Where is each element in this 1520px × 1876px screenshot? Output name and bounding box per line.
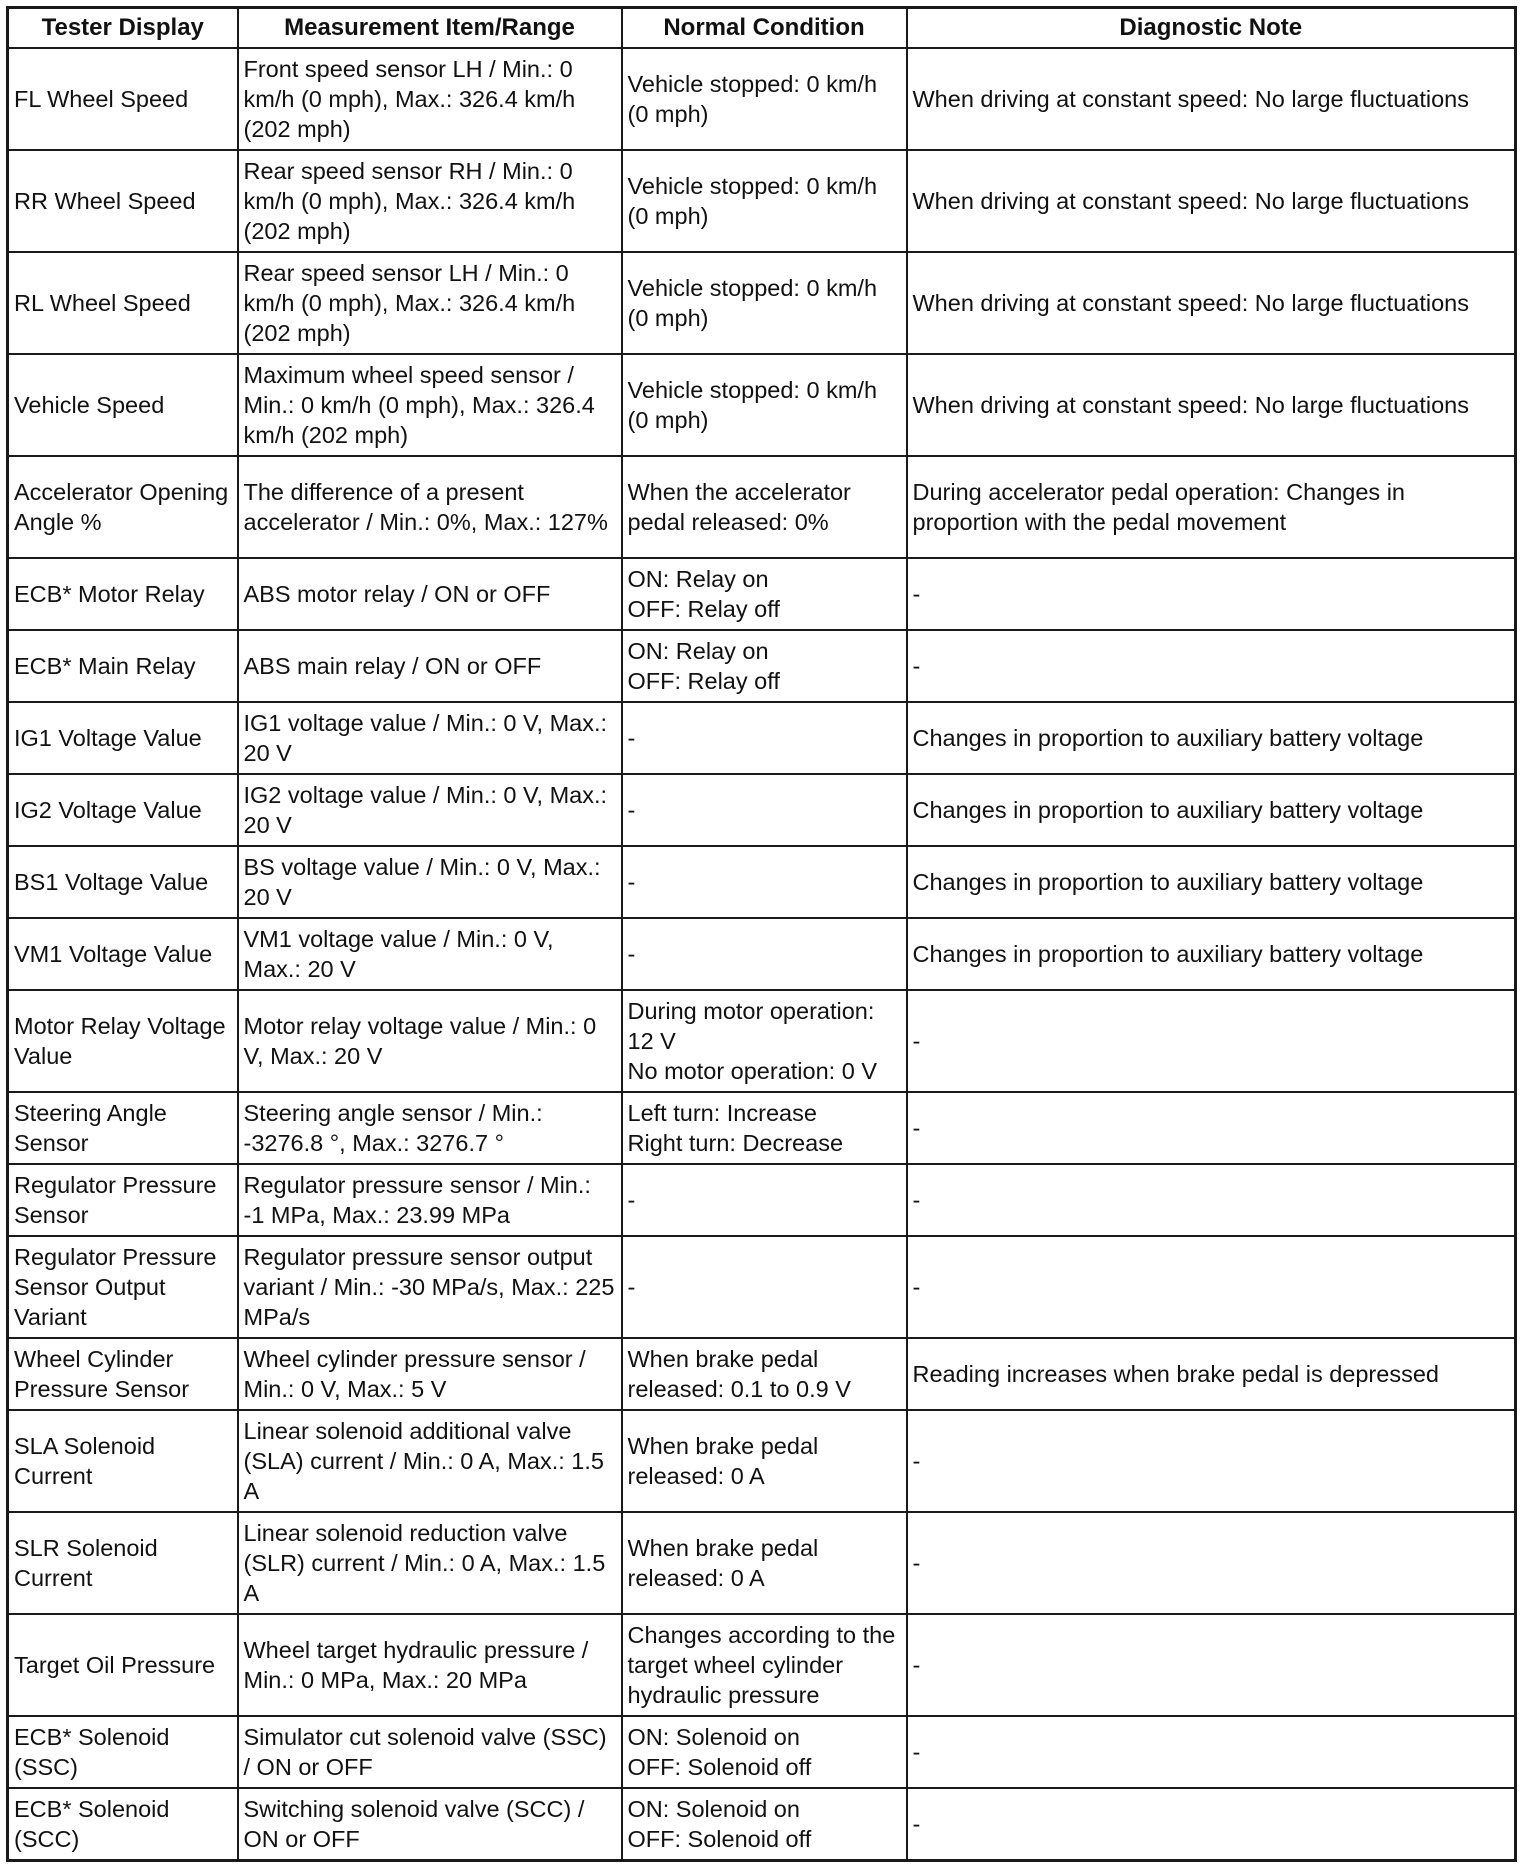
cell-diagnostic-note: Changes in proportion to auxiliary battery voltage <box>907 846 1516 918</box>
cell-measurement-item: IG2 voltage value / Min.: 0 V, Max.: 20 V <box>238 774 622 846</box>
document-page <box>6 6 1514 1862</box>
table-row <box>8 1788 1516 1860</box>
cell-tester-display: Regulator Pressure Sensor Output Variant <box>8 1236 238 1338</box>
cell-measurement-item: Switching solenoid valve (SCC) / ON or OFF <box>238 1788 622 1860</box>
cell-normal-condition: - <box>622 1236 907 1338</box>
cell-normal-condition: ON: Relay on OFF: Relay off <box>622 630 907 702</box>
cell-tester-display: Accelerator Opening Angle % <box>8 456 238 558</box>
table-row <box>8 918 1516 990</box>
header-measurement-item: Measurement Item/Range <box>238 8 622 49</box>
cell-measurement-item: Regulator pressure sensor / Min.: -1 MPa, Max.: 23.99 MPa <box>238 1164 622 1236</box>
table-row <box>8 1410 1516 1512</box>
table-row <box>8 990 1516 1092</box>
cell-tester-display: Vehicle Speed <box>8 354 238 456</box>
cell-normal-condition: Left turn: Increase Right turn: Decrease <box>622 1092 907 1164</box>
cell-normal-condition: Vehicle stopped: 0 km/h (0 mph) <box>622 252 907 354</box>
cell-normal-condition: During motor operation: 12 V No motor operation: 0 V <box>622 990 907 1092</box>
cell-diagnostic-note: When driving at constant speed: No large fluctuations <box>907 354 1516 456</box>
cell-measurement-item: Regulator pressure sensor output variant / Min.: -30 MPa/s, Max.: 225 MPa/s <box>238 1236 622 1338</box>
table-row <box>8 846 1516 918</box>
cell-tester-display: SLA Solenoid Current <box>8 1410 238 1512</box>
header-diagnostic-note: Diagnostic Note <box>907 8 1516 49</box>
cell-normal-condition: - <box>622 1164 907 1236</box>
cell-measurement-item: Wheel cylinder pressure sensor / Min.: 0 V, Max.: 5 V <box>238 1338 622 1410</box>
cell-tester-display: ECB* Solenoid (SCC) <box>8 1788 238 1860</box>
cell-measurement-item: Wheel target hydraulic pressure / Min.: 0 MPa, Max.: 20 MPa <box>238 1614 622 1716</box>
cell-normal-condition: - <box>622 702 907 774</box>
cell-tester-display: IG2 Voltage Value <box>8 774 238 846</box>
cell-tester-display: Motor Relay Voltage Value <box>8 990 238 1092</box>
cell-normal-condition: - <box>622 774 907 846</box>
cell-diagnostic-note: - <box>907 990 1516 1092</box>
cell-measurement-item: Rear speed sensor LH / Min.: 0 km/h (0 mph), Max.: 326.4 km/h (202 mph) <box>238 252 622 354</box>
cell-diagnostic-note: - <box>907 1236 1516 1338</box>
cell-diagnostic-note: - <box>907 1788 1516 1860</box>
cell-normal-condition: When the accelerator pedal released: 0% <box>622 456 907 558</box>
cell-normal-condition: ON: Solenoid on OFF: Solenoid off <box>622 1716 907 1788</box>
cell-tester-display: ECB* Main Relay <box>8 630 238 702</box>
table-row <box>8 630 1516 702</box>
cell-tester-display: Regulator Pressure Sensor <box>8 1164 238 1236</box>
cell-diagnostic-note: When driving at constant speed: No large fluctuations <box>907 252 1516 354</box>
cell-measurement-item: The difference of a present accelerator / Min.: 0%, Max.: 127% <box>238 456 622 558</box>
table-row <box>8 1236 1516 1338</box>
cell-tester-display: ECB* Motor Relay <box>8 558 238 630</box>
cell-tester-display: Target Oil Pressure <box>8 1614 238 1716</box>
table-row <box>8 252 1516 354</box>
data-list-table <box>6 6 1517 1862</box>
cell-normal-condition: When brake pedal released: 0 A <box>622 1410 907 1512</box>
cell-tester-display: FL Wheel Speed <box>8 48 238 150</box>
table-row <box>8 558 1516 630</box>
cell-diagnostic-note: - <box>907 630 1516 702</box>
cell-diagnostic-note: When driving at constant speed: No large fluctuations <box>907 48 1516 150</box>
cell-diagnostic-note: When driving at constant speed: No large fluctuations <box>907 150 1516 252</box>
cell-measurement-item: ABS motor relay / ON or OFF <box>238 558 622 630</box>
cell-diagnostic-note: - <box>907 1512 1516 1614</box>
cell-measurement-item: Steering angle sensor / Min.: -3276.8 °, Max.: 3276.7 ° <box>238 1092 622 1164</box>
cell-normal-condition: - <box>622 846 907 918</box>
cell-tester-display: ECB* Solenoid (SSC) <box>8 1716 238 1788</box>
header-normal-condition: Normal Condition <box>622 8 907 49</box>
table-header-row <box>8 8 1516 49</box>
cell-normal-condition: Vehicle stopped: 0 km/h (0 mph) <box>622 150 907 252</box>
cell-tester-display: SLR Solenoid Current <box>8 1512 238 1614</box>
cell-measurement-item: Rear speed sensor RH / Min.: 0 km/h (0 mph), Max.: 326.4 km/h (202 mph) <box>238 150 622 252</box>
cell-diagnostic-note: - <box>907 1092 1516 1164</box>
cell-measurement-item: Linear solenoid additional valve (SLA) current / Min.: 0 A, Max.: 1.5 A <box>238 1410 622 1512</box>
table-row <box>8 1512 1516 1614</box>
cell-normal-condition: ON: Solenoid on OFF: Solenoid off <box>622 1788 907 1860</box>
cell-measurement-item: Motor relay voltage value / Min.: 0 V, Max.: 20 V <box>238 990 622 1092</box>
cell-tester-display: BS1 Voltage Value <box>8 846 238 918</box>
cell-tester-display: Wheel Cylinder Pressure Sensor <box>8 1338 238 1410</box>
cell-normal-condition: When brake pedal released: 0.1 to 0.9 V <box>622 1338 907 1410</box>
cell-diagnostic-note: Changes in proportion to auxiliary battery voltage <box>907 774 1516 846</box>
cell-normal-condition: When brake pedal released: 0 A <box>622 1512 907 1614</box>
cell-diagnostic-note: - <box>907 1164 1516 1236</box>
cell-normal-condition: ON: Relay on OFF: Relay off <box>622 558 907 630</box>
cell-tester-display: RR Wheel Speed <box>8 150 238 252</box>
cell-normal-condition: Changes according to the target wheel cylinder hydraulic pressure <box>622 1614 907 1716</box>
cell-measurement-item: Simulator cut solenoid valve (SSC) / ON or OFF <box>238 1716 622 1788</box>
table-row <box>8 1092 1516 1164</box>
cell-diagnostic-note: Changes in proportion to auxiliary battery voltage <box>907 702 1516 774</box>
header-tester-display: Tester Display <box>8 8 238 49</box>
cell-measurement-item: Front speed sensor LH / Min.: 0 km/h (0 mph), Max.: 326.4 km/h (202 mph) <box>238 48 622 150</box>
table-row <box>8 1716 1516 1788</box>
cell-tester-display: VM1 Voltage Value <box>8 918 238 990</box>
table-row <box>8 774 1516 846</box>
cell-diagnostic-note: Changes in proportion to auxiliary battery voltage <box>907 918 1516 990</box>
cell-diagnostic-note: - <box>907 558 1516 630</box>
table-row <box>8 1614 1516 1716</box>
cell-measurement-item: Linear solenoid reduction valve (SLR) current / Min.: 0 A, Max.: 1.5 A <box>238 1512 622 1614</box>
table-row <box>8 150 1516 252</box>
cell-measurement-item: BS voltage value / Min.: 0 V, Max.: 20 V <box>238 846 622 918</box>
table-row <box>8 48 1516 150</box>
cell-diagnostic-note: - <box>907 1614 1516 1716</box>
cell-measurement-item: ABS main relay / ON or OFF <box>238 630 622 702</box>
table-row <box>8 702 1516 774</box>
table-row <box>8 1164 1516 1236</box>
cell-diagnostic-note: - <box>907 1410 1516 1512</box>
cell-diagnostic-note: - <box>907 1716 1516 1788</box>
cell-measurement-item: VM1 voltage value / Min.: 0 V, Max.: 20 V <box>238 918 622 990</box>
cell-normal-condition: Vehicle stopped: 0 km/h (0 mph) <box>622 48 907 150</box>
cell-normal-condition: - <box>622 918 907 990</box>
cell-measurement-item: Maximum wheel speed sensor / Min.: 0 km/h (0 mph), Max.: 326.4 km/h (202 mph) <box>238 354 622 456</box>
cell-tester-display: RL Wheel Speed <box>8 252 238 354</box>
table-row <box>8 1338 1516 1410</box>
cell-normal-condition: Vehicle stopped: 0 km/h (0 mph) <box>622 354 907 456</box>
cell-measurement-item: IG1 voltage value / Min.: 0 V, Max.: 20 V <box>238 702 622 774</box>
cell-diagnostic-note: During accelerator pedal operation: Changes in proportion with the pedal movement <box>907 456 1516 558</box>
table-row <box>8 456 1516 558</box>
cell-tester-display: IG1 Voltage Value <box>8 702 238 774</box>
table-row <box>8 354 1516 456</box>
cell-tester-display: Steering Angle Sensor <box>8 1092 238 1164</box>
cell-diagnostic-note: Reading increases when brake pedal is depressed <box>907 1338 1516 1410</box>
